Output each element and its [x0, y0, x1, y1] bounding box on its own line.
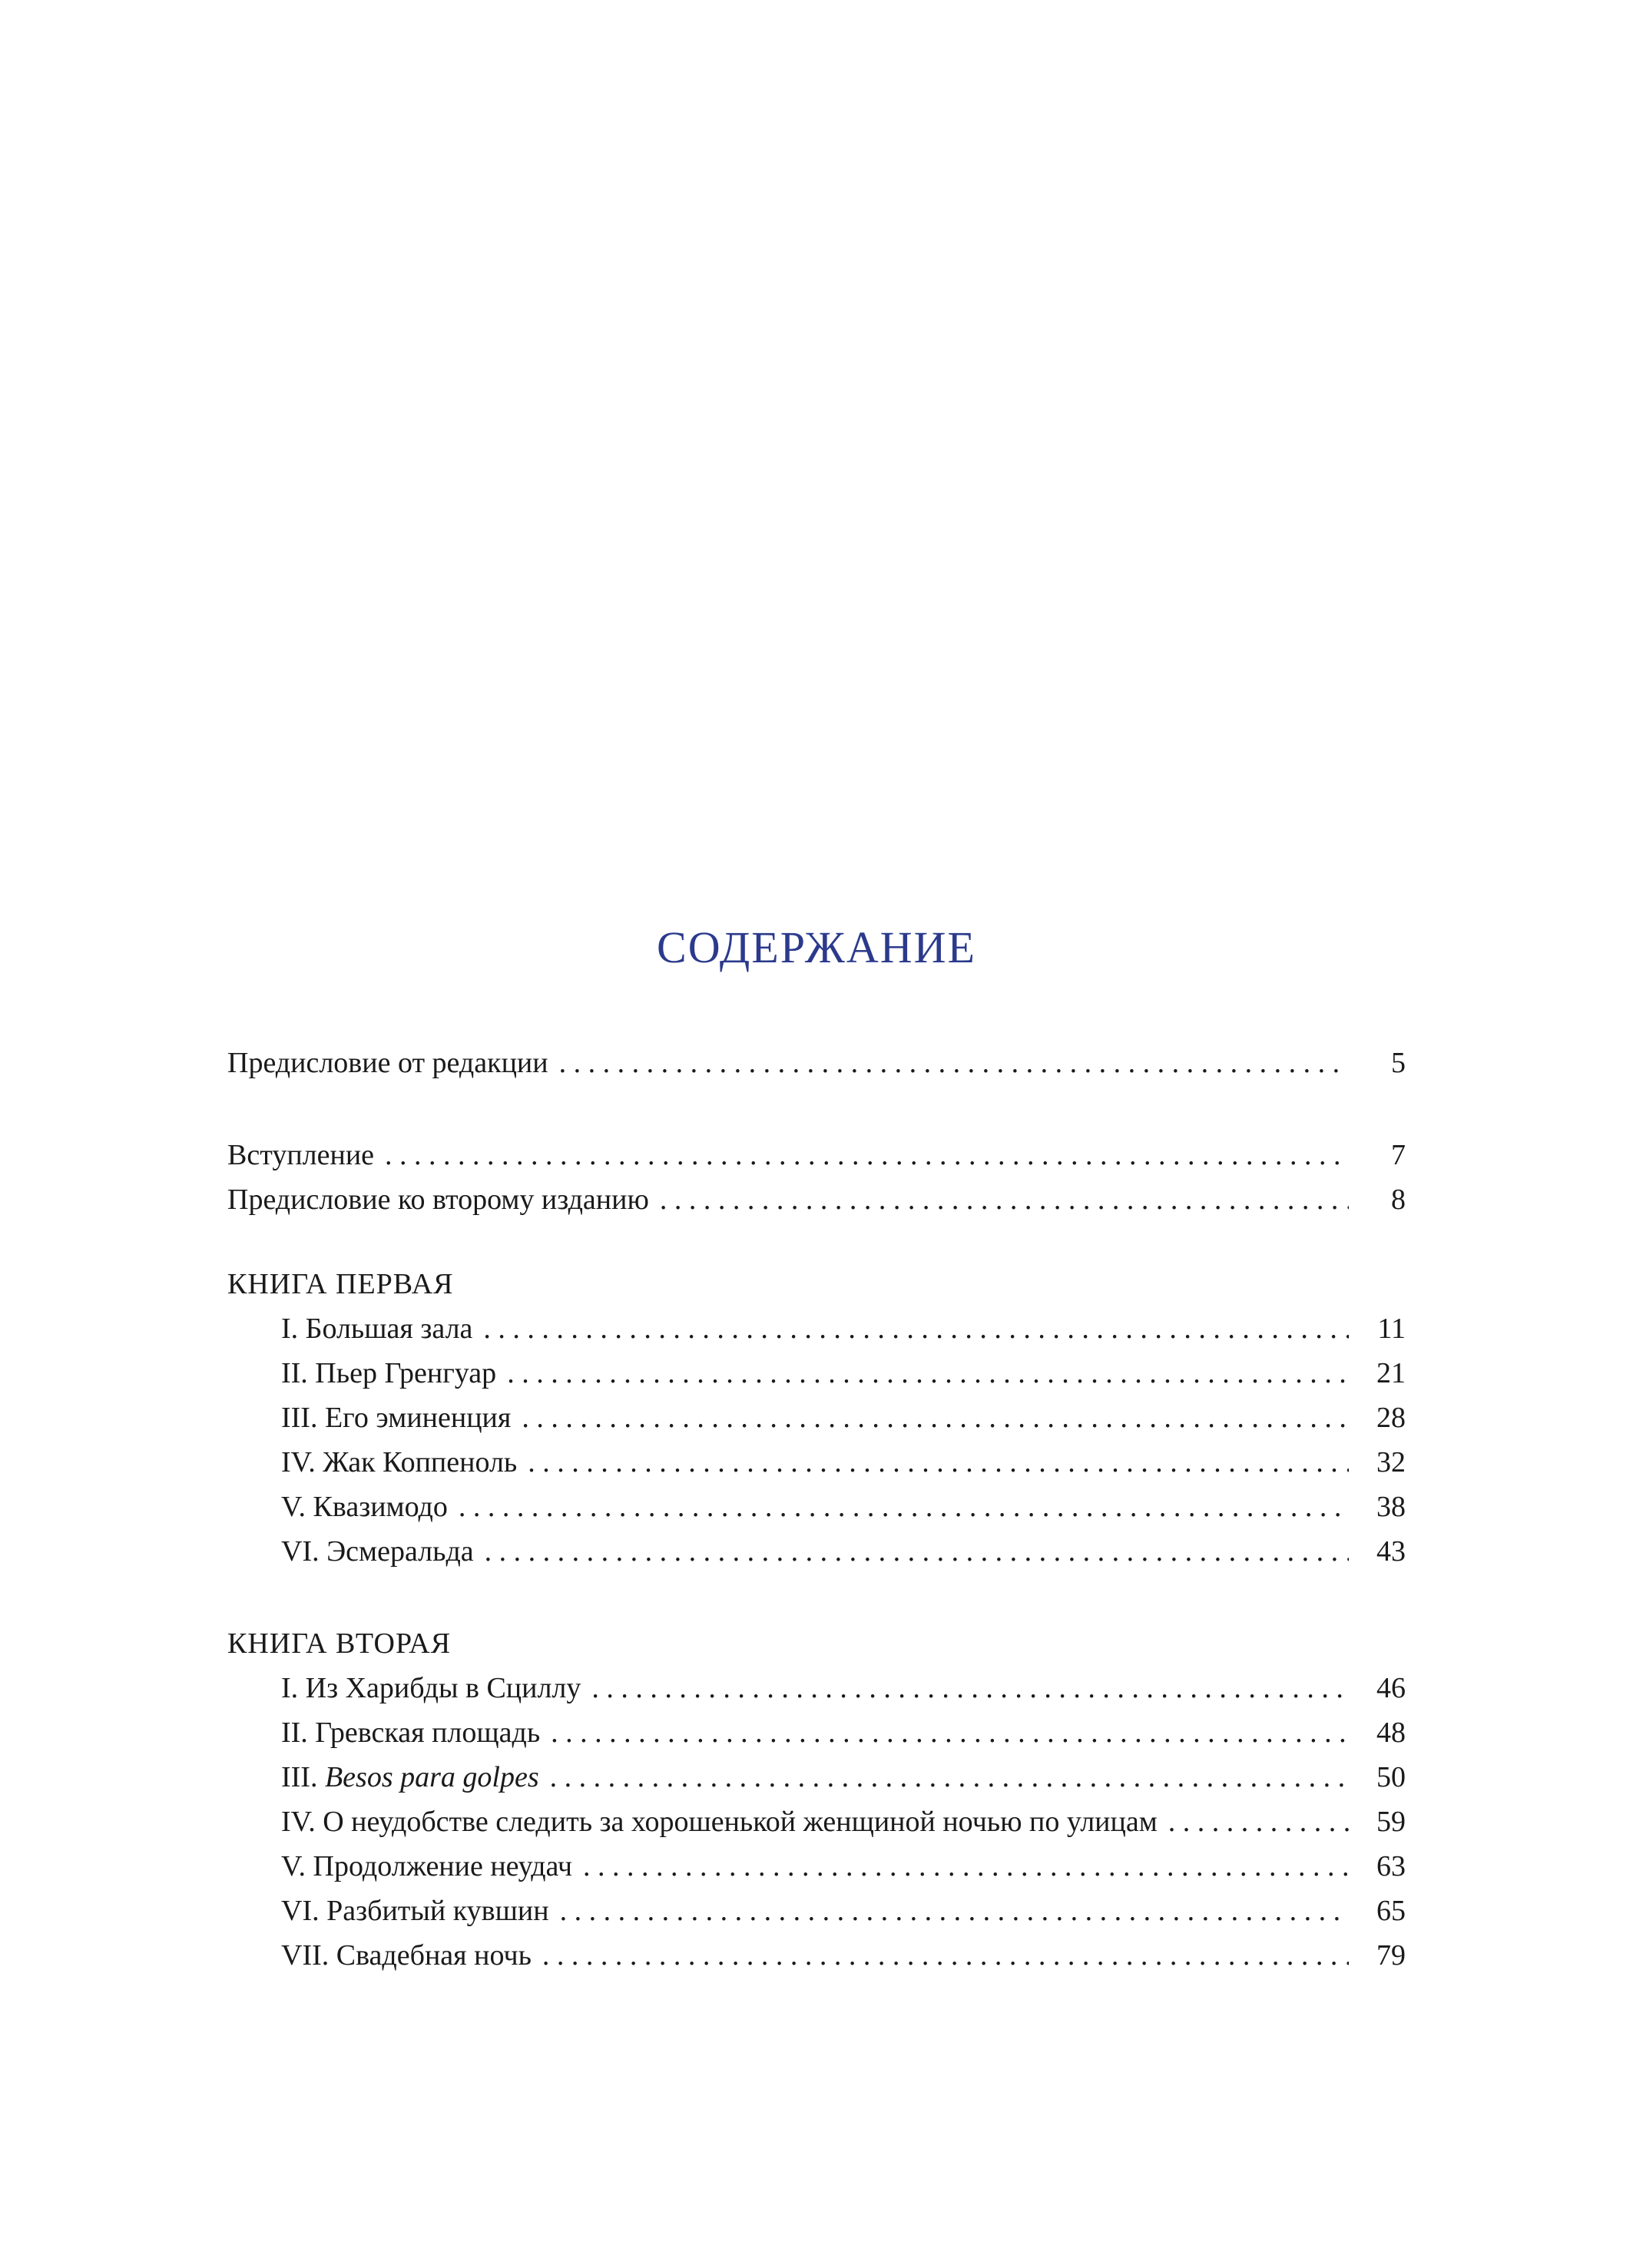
toc-entry-chapter[interactable] — [227, 1666, 1406, 1710]
toc-entry-page: 48 — [1376, 1717, 1406, 1749]
toc-entry-page: 7 — [1391, 1139, 1406, 1171]
dot-leader — [483, 1306, 1349, 1351]
toc-entry-page: 8 — [1391, 1184, 1406, 1216]
toc-entry-label: Предисловие ко второму изданию — [227, 1184, 649, 1216]
dot-leader — [528, 1440, 1349, 1485]
dot-leader — [459, 1485, 1349, 1529]
toc-entry-page: 21 — [1376, 1357, 1406, 1389]
table-of-contents — [227, 1041, 1406, 1978]
toc-entry-introduction[interactable] — [227, 1133, 1406, 1177]
toc-entry-chapter[interactable] — [227, 1710, 1406, 1755]
toc-entry-label: Вступление — [227, 1139, 375, 1171]
toc-entry-chapter[interactable] — [227, 1933, 1406, 1978]
toc-entry-page: 32 — [1376, 1446, 1406, 1478]
toc-entry-label: VI. Эсмеральда — [281, 1535, 474, 1568]
toc-entry-page: 38 — [1376, 1491, 1406, 1523]
toc-entry-page: 46 — [1376, 1672, 1406, 1704]
dot-leader — [385, 1133, 1349, 1177]
dot-leader — [660, 1177, 1349, 1222]
toc-entry-page: 50 — [1376, 1761, 1406, 1793]
dot-leader — [507, 1351, 1349, 1396]
toc-entry-label: Предисловие от редакции — [227, 1047, 548, 1079]
toc-entry-chapter[interactable] — [227, 1800, 1406, 1844]
toc-entry-label: IV. Жак Коппеноль — [281, 1446, 518, 1478]
toc-entry-page: 43 — [1376, 1535, 1406, 1568]
toc-entry-label: I. Из Харибды в Сциллу — [281, 1672, 581, 1704]
dot-leader — [1168, 1800, 1349, 1844]
toc-entry-chapter[interactable] — [227, 1351, 1406, 1396]
toc-entry-chapter[interactable] — [227, 1889, 1406, 1933]
toc-entry-label: V. Квазимодо — [281, 1491, 448, 1523]
toc-entry-chapter[interactable] — [227, 1440, 1406, 1485]
toc-entry-label: V. Продолжение неудач — [281, 1850, 572, 1882]
toc-entry-chapter[interactable] — [227, 1306, 1406, 1351]
toc-entry-label: II. Гревская площадь — [281, 1717, 541, 1749]
toc-entry-label: VII. Свадебная ночь — [281, 1939, 532, 1972]
toc-entry-editorial-preface[interactable] — [227, 1041, 1406, 1085]
toc-entry-label — [281, 1755, 539, 1800]
toc-entry-label: IV. О неудобстве следить за хорошенькой женщиной ночью по улицам — [281, 1806, 1158, 1838]
toc-entry-chapter[interactable] — [227, 1844, 1406, 1889]
toc-entry-label: II. Пьер Гренгуар — [281, 1357, 497, 1389]
toc-entry-second-edition-preface[interactable] — [227, 1177, 1406, 1222]
dot-leader — [542, 1933, 1349, 1978]
dot-leader — [551, 1710, 1349, 1755]
chapter-title-italic: Besos para golpes — [324, 1761, 539, 1793]
toc-entry-label: VI. Разбитый кувшин — [281, 1895, 549, 1927]
dot-leader — [560, 1889, 1349, 1933]
toc-entry-chapter[interactable] — [227, 1755, 1406, 1800]
dot-leader — [522, 1396, 1349, 1440]
toc-entry-page: 28 — [1376, 1402, 1406, 1434]
book-one-heading: КНИГА ПЕРВАЯ — [227, 1268, 454, 1300]
chapter-numeral: III. — [281, 1761, 318, 1793]
book-two-heading: КНИГА ВТОРАЯ — [227, 1627, 452, 1660]
toc-entry-page: 65 — [1376, 1895, 1406, 1927]
toc-entry-label: I. Большая зала — [281, 1313, 473, 1345]
toc-entry-page: 5 — [1391, 1047, 1406, 1079]
toc-entry-page: 63 — [1376, 1850, 1406, 1882]
toc-entry-page: 79 — [1376, 1939, 1406, 1972]
toc-entry-page: 59 — [1376, 1806, 1406, 1838]
dot-leader — [485, 1529, 1349, 1574]
dot-leader — [550, 1755, 1349, 1800]
page-title: СОДЕРЖАНИЕ — [657, 922, 976, 972]
toc-entry-chapter[interactable] — [227, 1529, 1406, 1574]
dot-leader — [583, 1844, 1349, 1889]
toc-entry-chapter[interactable] — [227, 1396, 1406, 1440]
toc-entry-chapter[interactable] — [227, 1485, 1406, 1529]
dot-leader — [559, 1041, 1349, 1085]
toc-entry-page: 11 — [1377, 1313, 1406, 1345]
dot-leader — [591, 1666, 1349, 1710]
toc-entry-label: III. Его эминенция — [281, 1402, 512, 1434]
